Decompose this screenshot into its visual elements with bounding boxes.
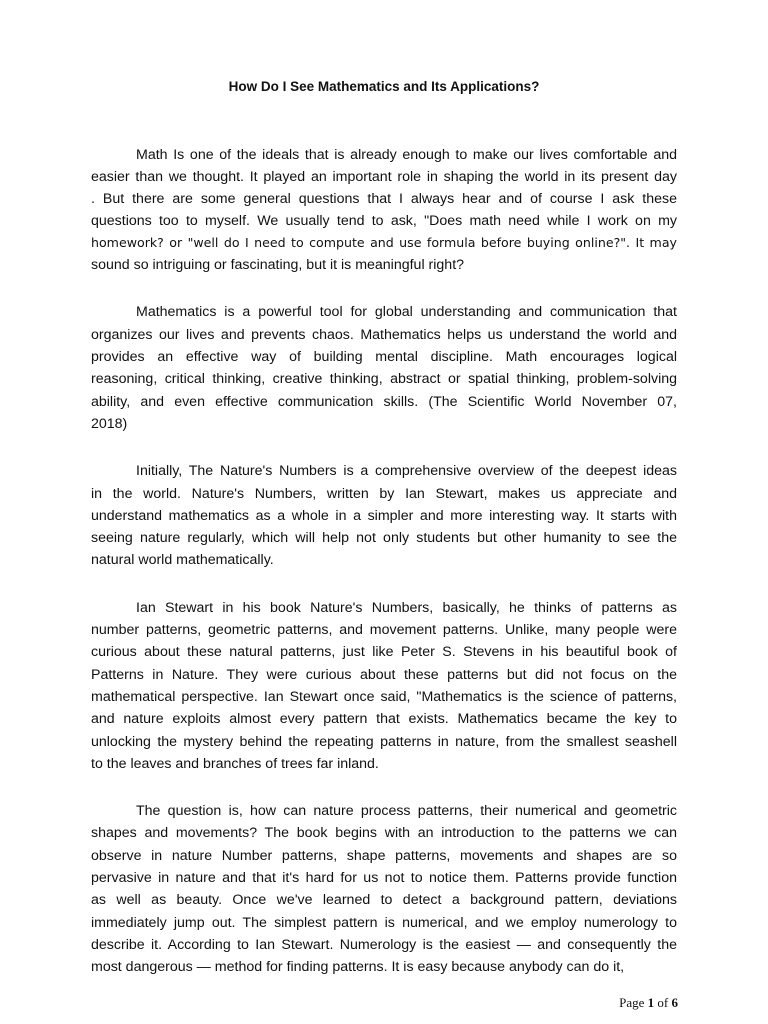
paragraph-line: easier than we thought. It played an important role in shaping the world in its present day: [91, 169, 677, 185]
paragraph-line: mathematical perspective. Ian Stewart once said, "Mathematics is the science of patterns,: [91, 689, 677, 705]
paragraph-line: natural world mathematically.: [91, 552, 274, 568]
paragraph-line: seeing nature regularly, which will help not only students but other humanity to see the: [91, 530, 677, 546]
paragraph-line: organizes our lives and prevents chaos. Mathematics helps us understand the world and: [91, 327, 677, 343]
of-label: of: [657, 995, 669, 1010]
paragraph-line: curious about these natural patterns, just like Peter S. Stevens in his beautiful book of: [91, 644, 677, 660]
paragraph-line: reasoning, critical thinking, creative thinking, abstract or spatial thinking, problem-solving: [91, 371, 677, 387]
paragraph-line: shapes and movements? The book begins with an introduction to the patterns we can: [91, 825, 677, 841]
paragraph-line: Initially, The Nature's Numbers is a comprehensive overview of the deepest ideas: [136, 463, 677, 479]
paragraph-line: questions too to myself. We usually tend to ask, "Does math need while I work on my: [91, 213, 677, 229]
paragraph-line: describe it. According to Ian Stewart. Numerology is the easiest — and consequently the: [91, 937, 677, 953]
paragraph-line: number patterns, geometric patterns, and movement patterns. Unlike, many people were: [91, 622, 677, 638]
page-number: [619, 995, 678, 1011]
paragraph-line: Math Is one of the ideals that is already enough to make our lives comfortable and: [136, 147, 677, 163]
page-label: Page: [619, 995, 645, 1010]
current-page-number: 1: [647, 995, 655, 1010]
paragraph-line: homework? or "well do I need to compute and use formula before buying online?". It may: [91, 235, 677, 250]
paragraph-line: unlocking the mystery behind the repeating patterns in nature, from the smallest seashell: [91, 734, 677, 750]
paragraph-line: most dangerous — method for finding patterns. It is easy because anybody can do it,: [91, 959, 625, 975]
paragraph-line: as well as beauty. Once we've learned to detect a background pattern, deviations: [91, 892, 677, 908]
paragraph-line: to the leaves and branches of trees far inland.: [91, 756, 379, 772]
paragraph-line: The question is, how can nature process patterns, their numerical and geometric: [136, 803, 677, 819]
document-title: How Do I See Mathematics and Its Applications?: [228, 79, 540, 94]
paragraph-line: sound so intriguing or fascinating, but it is meaningful right?: [91, 257, 465, 273]
paragraph-line: provides an effective way of building mental discipline. Math encourages logical: [91, 349, 677, 365]
paragraph-line: Patterns in Nature. They were curious about these patterns but did not focus on the: [91, 667, 677, 683]
paragraph-line: immediately jump out. The simplest pattern is numerical, and we employ numerology to: [91, 915, 677, 931]
paragraph-line: in the world. Nature's Numbers, written by Ian Stewart, makes us appreciate and: [91, 486, 677, 502]
paragraph-line: 2018): [91, 416, 128, 432]
paragraph-line: observe in nature Number patterns, shape patterns, movements and shapes are so: [91, 848, 677, 864]
paragraph-line: pervasive in nature and that it's hard for us not to notice them. Patterns provide function: [91, 870, 677, 886]
paragraph-line: ability, and even effective communication skills. (The Scientific World November 07,: [91, 394, 677, 410]
paragraph-line: Mathematics is a powerful tool for global understanding and communication that: [136, 304, 677, 320]
total-pages-number: 6: [671, 995, 678, 1010]
paragraph-line: and nature exploits almost every pattern that exists. Mathematics became the key to: [91, 711, 677, 727]
paragraph-line: . But there are some general questions that I always hear and of course I ask these: [91, 191, 677, 207]
paragraph-line: Ian Stewart in his book Nature's Numbers, basically, he thinks of patterns as: [136, 600, 677, 616]
paragraph-line: understand mathematics as a whole in a simpler and more interesting way. It starts with: [91, 508, 677, 524]
